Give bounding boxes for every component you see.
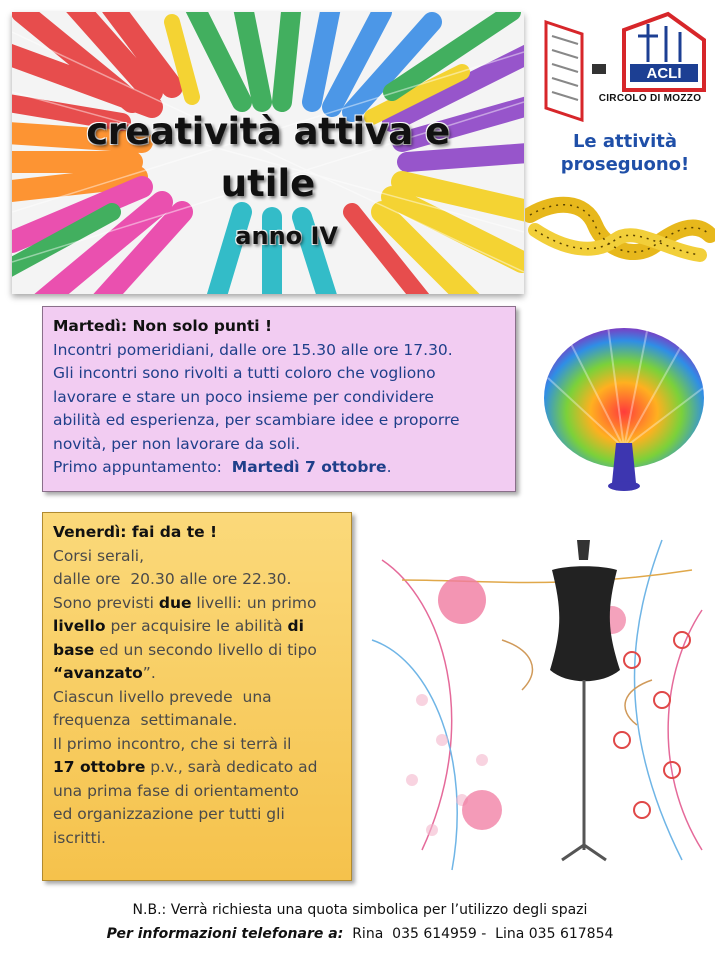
side-note-line2: proseguono! — [560, 154, 690, 175]
side-note-line1: Le attività — [572, 131, 678, 152]
friday-heading-day: Venerdì — [53, 523, 121, 541]
friday-text: p.v., sarà dedicato ad — [145, 758, 318, 776]
friday-text: Sono previsti — [53, 593, 159, 612]
tape-measure-icon — [525, 195, 715, 270]
friday-bold: due — [158, 593, 192, 612]
friday-heading-rest: : fai da te ! — [120, 523, 218, 541]
friday-bold: di — [287, 617, 304, 635]
friday-bold: 17 ottobre — [53, 758, 146, 776]
footer-info-label: Per informazioni telefonare a: — [106, 926, 344, 942]
friday-line — [53, 639, 341, 663]
first-date-label: Primo appuntamento: — [53, 458, 232, 476]
friday-bold: base — [53, 640, 95, 659]
friday-line: Il primo incontro, che si terrà il — [53, 734, 292, 753]
page-subtitle: anno IV — [235, 222, 338, 250]
colorful-hands-illustration — [12, 12, 524, 294]
header-banner — [12, 12, 524, 294]
friday-line: dalle ore 20.30 alle ore 22.30. — [53, 570, 292, 588]
friday-box — [42, 512, 352, 881]
tuesday-line: lavorare e stare un poco insieme per condividere — [53, 387, 434, 406]
friday-bold: livello — [53, 617, 106, 635]
friday-line: iscritti. — [53, 828, 106, 847]
tuesday-heading: Martedì: Non solo punti ! — [53, 317, 273, 335]
side-note — [540, 130, 710, 176]
friday-line: Ciascun livello prevede una — [53, 687, 272, 706]
logo-caption: CIRCOLO DI MOZZO — [598, 93, 702, 104]
friday-line: ed organizzazione per tutti gli — [53, 805, 285, 823]
tuesday-first-date-line — [53, 456, 505, 480]
footer-note: N.B.: Verrà richiesta una quota simbolica per l’utilizzo degli spazi — [132, 902, 588, 918]
friday-line — [53, 756, 341, 780]
tuesday-line: Gli incontri sono rivolti a tutti coloro che vogliono — [53, 364, 436, 382]
tuesday-line: abilità ed esperienza, per scambiare idee e proporre — [53, 411, 460, 429]
friday-text: ”. — [142, 664, 156, 682]
friday-bold: avanzato — [63, 664, 143, 682]
friday-text: ed un secondo livello di tipo — [94, 640, 317, 659]
page-title-line2: utile — [220, 162, 316, 205]
friday-line: Corsi serali, — [53, 546, 145, 565]
friday-line: frequenza settimanale. — [53, 711, 238, 729]
friday-bold: “ — [53, 664, 64, 682]
footer-contacts — [0, 926, 720, 942]
friday-text: livelli: un primo — [191, 593, 317, 612]
friday-text: per acquisire le abilità — [105, 617, 288, 635]
first-date-end: . — [386, 458, 392, 476]
tuesday-line: Incontri pomeridiani, dalle ore 15.30 alle ore 17.30. — [53, 340, 453, 359]
rainbow-tree-sculpture — [538, 298, 710, 496]
friday-heading — [53, 521, 341, 545]
friday-line — [53, 662, 341, 686]
page-title-line1: creatività attiva e — [86, 110, 450, 153]
logo-acronym: ACLI — [646, 65, 682, 82]
footer-phone-numbers: Rina 035 614959 - Lina 035 617854 — [343, 926, 614, 942]
tuesday-line: novità, per non lavorare da soli. — [53, 434, 301, 453]
tuesday-box — [42, 306, 516, 492]
dress-mannequin-illustration — [362, 520, 710, 880]
friday-line: una prima fase di orientamento — [53, 781, 299, 800]
acli-logo — [542, 10, 710, 122]
friday-line — [53, 615, 341, 639]
friday-line — [53, 592, 341, 616]
first-date: Martedì 7 ottobre — [231, 458, 387, 476]
